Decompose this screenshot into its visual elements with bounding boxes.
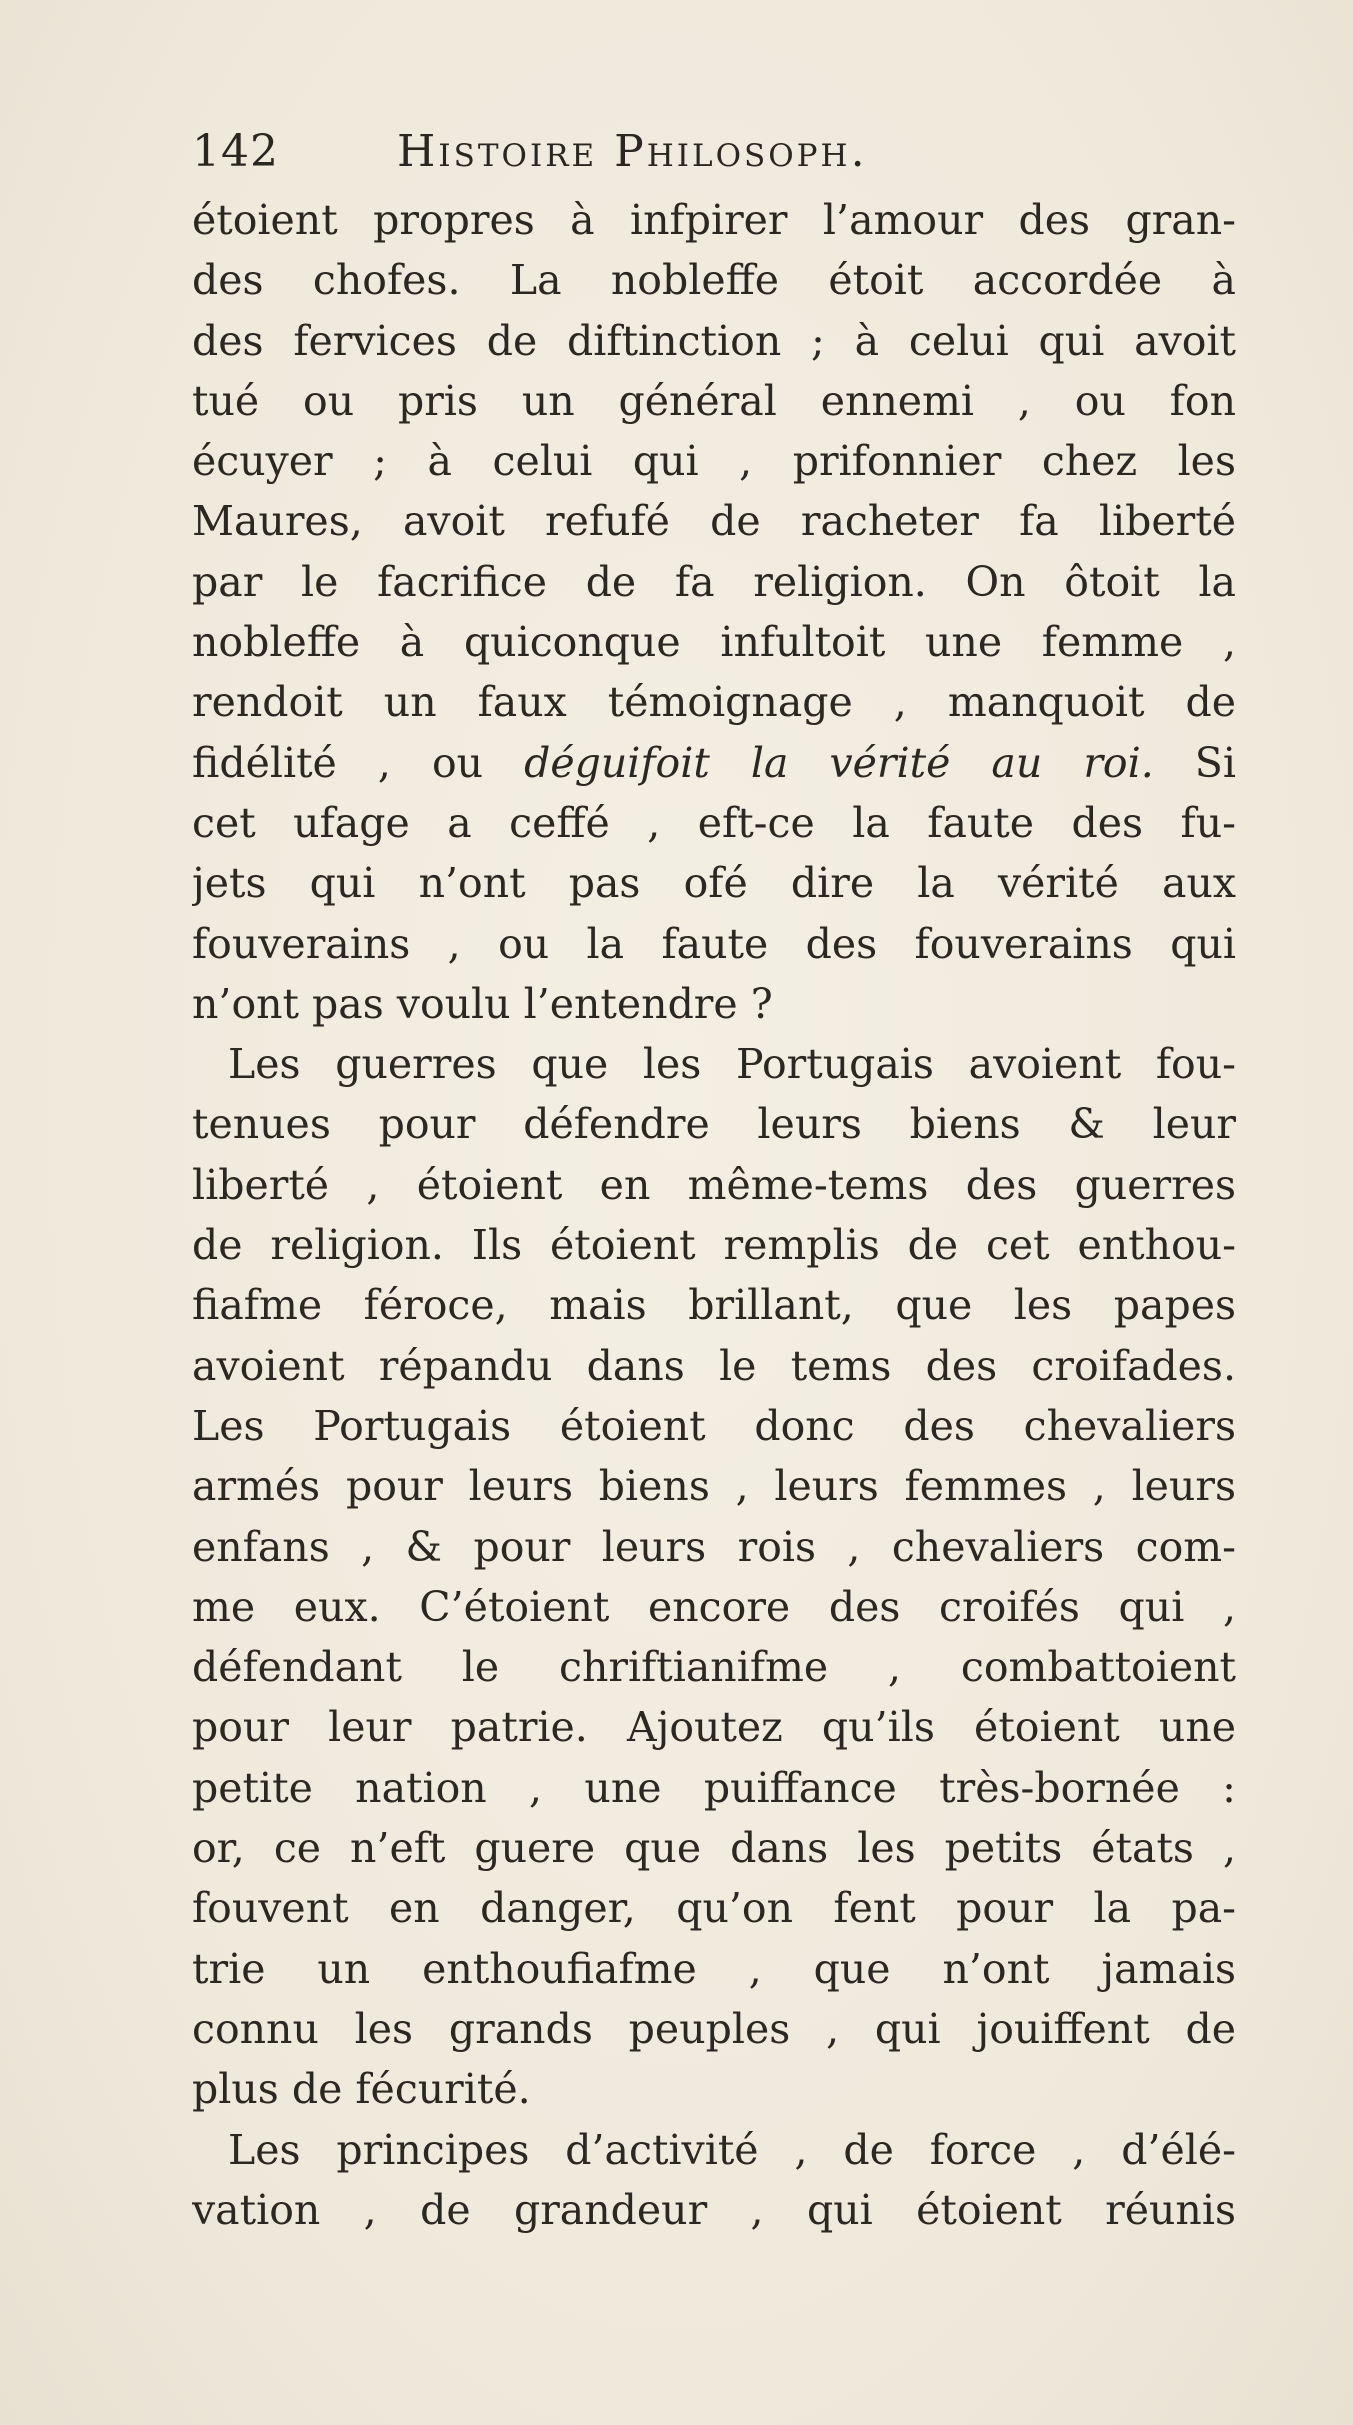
text-line-with-italic bbox=[192, 733, 1236, 793]
text-line: des fervices de diftinction ; à celui qui avoit bbox=[192, 316, 1236, 365]
text-line: écuyer ; à celui qui , prifonnier chez les bbox=[192, 437, 1236, 486]
text-line: connu les grands peuples , qui jouiffent de bbox=[192, 2004, 1236, 2053]
page-header bbox=[192, 120, 1192, 184]
text-line: trie un enthoufiafme , que n’ont jamais bbox=[192, 1944, 1236, 1993]
text-segment: fidélité , ou bbox=[192, 738, 525, 787]
text-line: enfans , & pour leurs rois , chevaliers com- bbox=[192, 1522, 1236, 1571]
text-line: plus de fécurité. bbox=[192, 2065, 531, 2114]
italic-phrase: déguifoit la vérité au roi. bbox=[524, 738, 1154, 787]
text-line: cet ufage a ceffé , eft-ce la faute des fu- bbox=[192, 798, 1236, 847]
text-segment: Si bbox=[1153, 738, 1236, 787]
text-line: nobleffe à quiconque infultoit une femme , bbox=[192, 618, 1236, 667]
text-line: vation , de grandeur , qui étoient réunis bbox=[192, 2185, 1236, 2234]
text-line: or, ce n’eft guere que dans les petits états , bbox=[192, 1824, 1236, 1873]
text-line: fiafme féroce, mais brillant, que les papes bbox=[192, 1281, 1236, 1330]
text-line: avoient répandu dans le tems des croifades. bbox=[192, 1341, 1236, 1390]
running-head: Histoire Philosoph. bbox=[397, 126, 868, 177]
text-line: de religion. Ils étoient remplis de cet enthou- bbox=[192, 1221, 1236, 1270]
page-number: 142 bbox=[192, 126, 279, 177]
text-line: défendant le chriftianifme , combattoient bbox=[192, 1643, 1236, 1692]
text-line: jets qui n’ont pas ofé dire la vérité aux bbox=[192, 859, 1236, 908]
text-line: étoient propres à infpirer l’amour des gran- bbox=[192, 196, 1236, 244]
text-line: Maures, avoit refufé de racheter fa liberté bbox=[192, 497, 1236, 546]
text-line: tué ou pris un général ennemi , ou fon bbox=[192, 376, 1236, 425]
text-line: des chofes. La nobleffe étoit accordée à bbox=[192, 256, 1236, 305]
text-line: Les Portugais étoient donc des chevaliers bbox=[192, 1401, 1236, 1450]
text-line: liberté , étoient en même-tems des guerres bbox=[192, 1160, 1236, 1209]
text-line: Les principes d’activité , de force , d’élé- bbox=[228, 2125, 1236, 2174]
text-line: rendoit un faux témoignage , manquoit de bbox=[192, 678, 1236, 727]
text-line: tenues pour défendre leurs biens & leur bbox=[192, 1100, 1236, 1149]
text-line: par le facrifice de fa religion. On ôtoit la bbox=[192, 557, 1236, 606]
text-line: armés pour leurs biens , leurs femmes , leurs bbox=[192, 1462, 1236, 1511]
text-line: fouverains , ou la faute des fouverains qui bbox=[192, 919, 1236, 968]
body-text bbox=[192, 190, 1236, 2240]
text-line: pour leur patrie. Ajoutez qu’ils étoient une bbox=[192, 1703, 1236, 1752]
text-line: Les guerres que les Portugais avoient fou- bbox=[228, 1040, 1236, 1089]
text-line: n’ont pas voulu l’entendre ? bbox=[192, 979, 773, 1028]
text-line: me eux. C’étoient encore des croifés qui , bbox=[192, 1582, 1236, 1631]
text-line: fouvent en danger, qu’on fent pour la pa- bbox=[192, 1884, 1236, 1933]
text-line: petite nation , une puiffance très-bornée : bbox=[192, 1763, 1236, 1812]
